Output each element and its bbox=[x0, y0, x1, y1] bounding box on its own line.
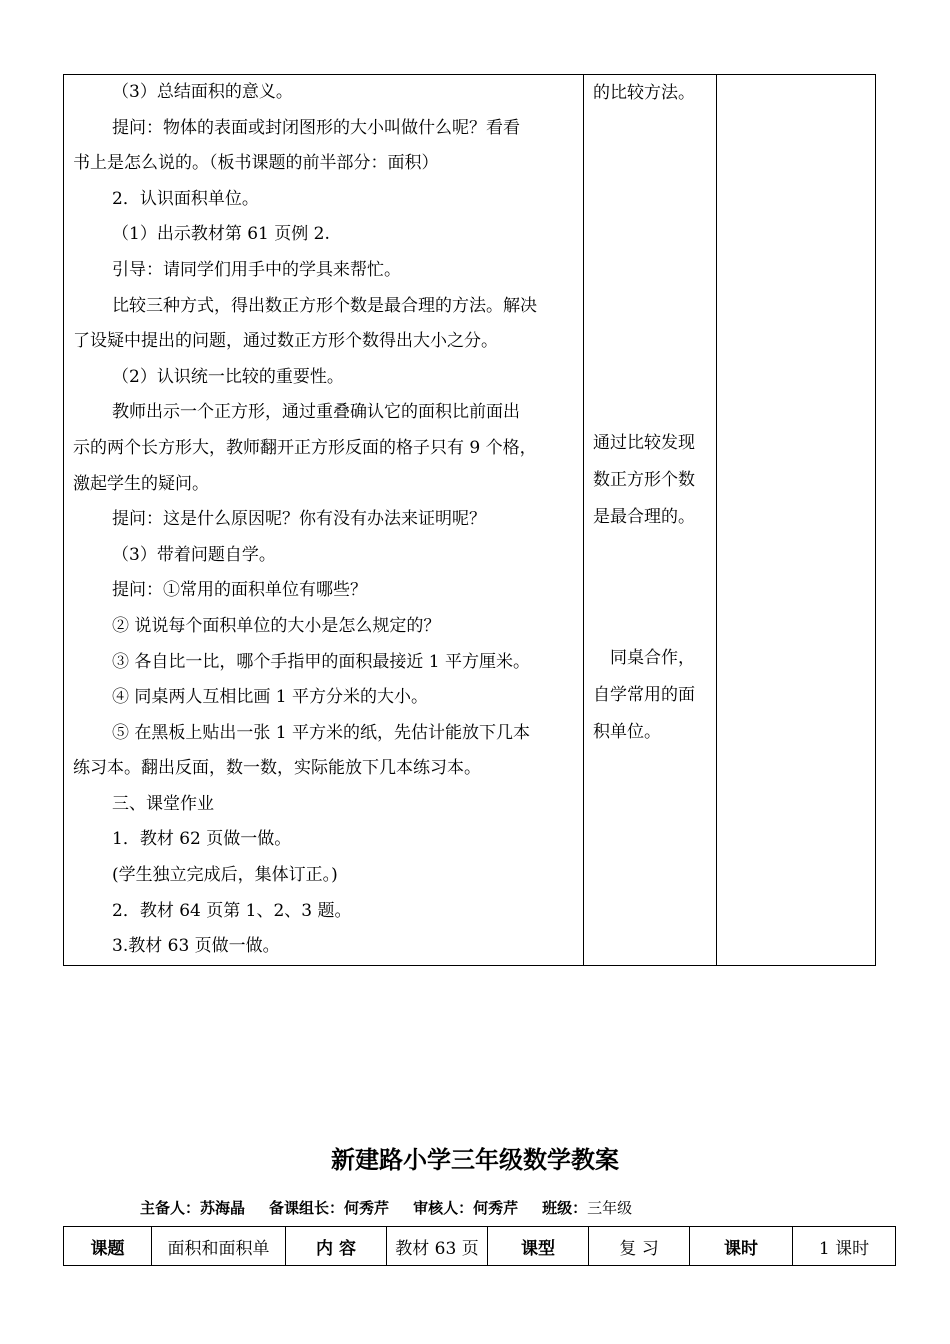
class-hours-label: 课时 bbox=[690, 1227, 793, 1266]
content-line: （3）总结面积的意义。 bbox=[112, 82, 293, 102]
purpose-note-1 bbox=[584, 75, 716, 112]
content-line: 1．教材 62 页做一做。 bbox=[112, 829, 292, 850]
reviewer-label: 审核人： bbox=[413, 1199, 474, 1217]
lesson-type-label: 课型 bbox=[488, 1227, 589, 1266]
purpose-line: 数正方形个数 bbox=[593, 470, 695, 490]
class-label: 班级： bbox=[542, 1199, 588, 1217]
content-line: 提问：①常用的面积单位有哪些？ bbox=[112, 580, 367, 601]
lesson-plan-table bbox=[63, 74, 876, 966]
group-leader-name: 何秀芹 bbox=[344, 1199, 390, 1217]
content-line: (学生独立完成后，集体订正。) bbox=[112, 865, 338, 886]
content-line: （3）带着问题自学。 bbox=[112, 544, 276, 565]
class-hours-value: 1 课时 bbox=[793, 1227, 896, 1266]
content-line: 2．认识面积单位。 bbox=[112, 188, 259, 209]
topic-label: 课题 bbox=[64, 1227, 152, 1266]
preparer-info-line bbox=[140, 1197, 632, 1218]
lesson-info-table bbox=[63, 1226, 896, 1266]
content-line: 练习本。翻出反面，数一数，实际能放下几本练习本。 bbox=[73, 758, 481, 779]
content-line: ④ 同桌两人互相比画 1 平方分米的大小。 bbox=[112, 687, 429, 708]
content-line: 3.教材 63 页做一做。 bbox=[112, 936, 280, 957]
document-title: 新建路小学三年级数学教案 bbox=[331, 1146, 619, 1174]
design-purpose-cell bbox=[584, 75, 717, 966]
purpose-line: 同桌合作， bbox=[610, 648, 695, 668]
content-line: 了设疑中提出的问题，通过数正方形个数得出大小之分。 bbox=[73, 331, 498, 352]
purpose-note-2 bbox=[584, 425, 716, 536]
content-line: 教师出示一个正方形，通过重叠确认它的面积比前面出 bbox=[112, 402, 520, 423]
content-line: ② 说说每个面积单位的大小是怎么规定的？ bbox=[112, 615, 441, 636]
purpose-line: 自学常用的面 bbox=[593, 685, 695, 705]
content-label: 内 容 bbox=[286, 1227, 387, 1266]
content-value: 教材 63 页 bbox=[387, 1227, 488, 1266]
reflection-cell bbox=[717, 75, 876, 966]
content-line: 示的两个长方形大，教师翻开正方形反面的格子只有 9 个格， bbox=[73, 437, 537, 458]
content-line: 提问：这是什么原因呢？你有没有办法来证明呢？ bbox=[112, 509, 486, 530]
lesson-content-cell bbox=[64, 75, 584, 966]
reviewer-name: 何秀芹 bbox=[473, 1199, 519, 1217]
topic-value: 面积和面积单 bbox=[152, 1227, 286, 1266]
content-line: 三、课堂作业 bbox=[112, 793, 214, 814]
content-line: 引导：请同学们用手中的学具来帮忙。 bbox=[112, 259, 401, 280]
content-line: （1）出示教材第 61 页例 2. bbox=[112, 224, 330, 245]
preparer-label: 主备人： bbox=[140, 1199, 201, 1217]
purpose-line: 积单位。 bbox=[593, 722, 661, 742]
content-line: （2）认识统一比较的重要性。 bbox=[112, 366, 344, 387]
content-line: 比较三种方式，得出数正方形个数是最合理的方法。解决 bbox=[112, 295, 537, 316]
purpose-line: 的比较方法。 bbox=[593, 83, 695, 103]
purpose-line: 是最合理的。 bbox=[593, 507, 695, 527]
content-line: ③ 各自比一比，哪个手指甲的面积最接近 1 平方厘米。 bbox=[112, 651, 531, 672]
preparer-name: 苏海晶 bbox=[200, 1199, 246, 1217]
content-line: 提问：物体的表面或封闭图形的大小叫做什么呢？看看 bbox=[112, 117, 520, 138]
content-line: 书上是怎么说的。（板书课题的前半部分：面积） bbox=[73, 153, 439, 174]
content-line: 2．教材 64 页第 1、2、3 题。 bbox=[112, 900, 352, 921]
purpose-note-3 bbox=[584, 640, 716, 751]
group-leader-label: 备课组长： bbox=[269, 1199, 345, 1217]
lesson-type-value: 复 习 bbox=[589, 1227, 690, 1266]
content-line: ⑤ 在黑板上贴出一张 1 平方米的纸，先估计能放下几本 bbox=[112, 722, 531, 743]
class-value: 三年级 bbox=[587, 1199, 633, 1217]
purpose-line: 通过比较发现 bbox=[593, 433, 695, 453]
content-line: 激起学生的疑问。 bbox=[73, 473, 209, 494]
